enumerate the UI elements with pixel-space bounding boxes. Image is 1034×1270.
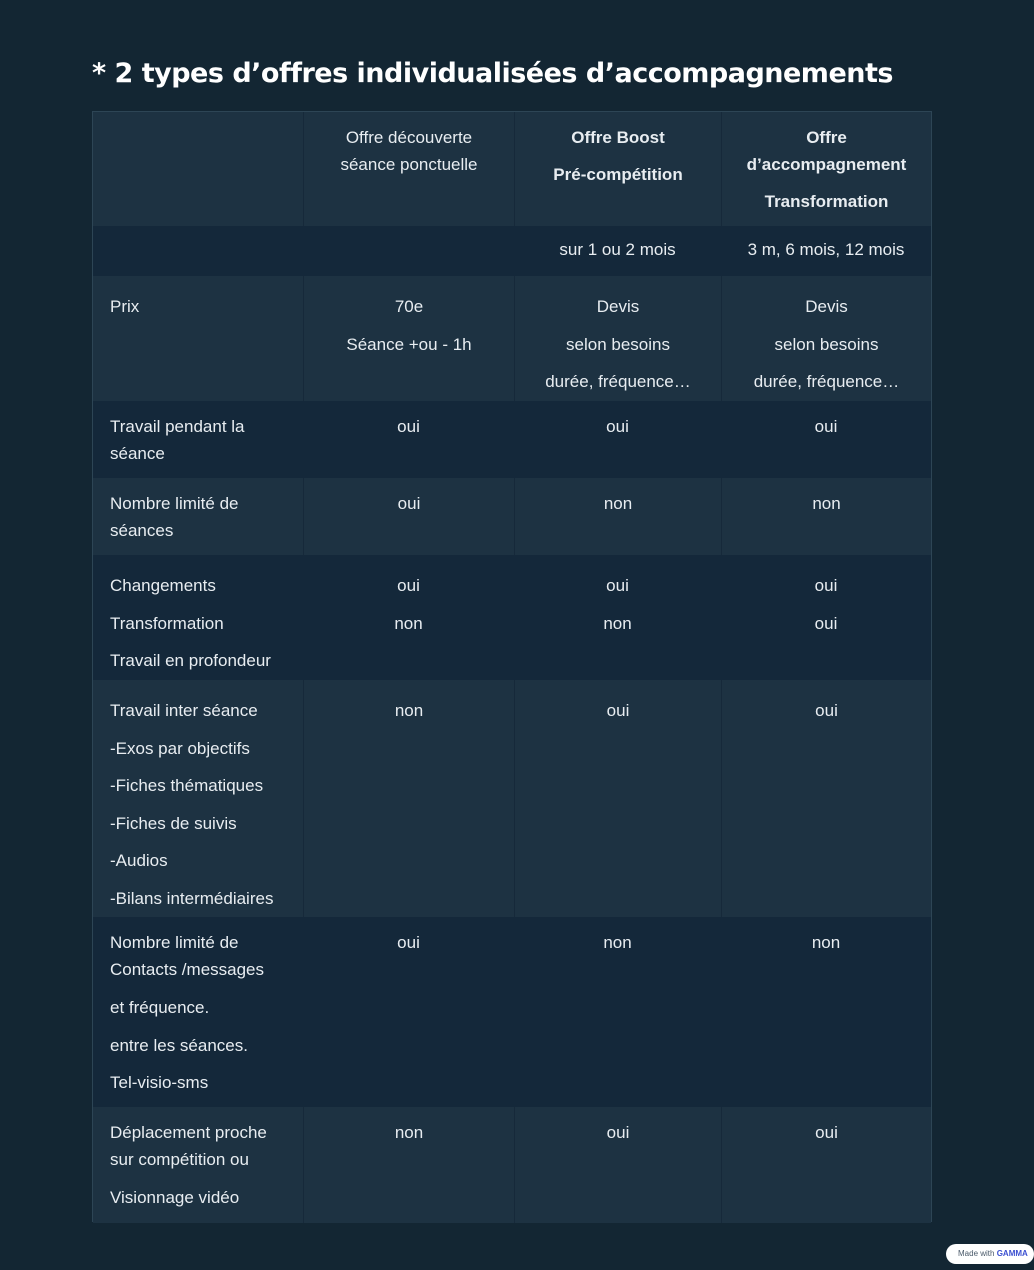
table-header-row xyxy=(93,112,931,226)
header-offre-accompagnement: Offre d’accompagnement Transformation xyxy=(721,112,931,226)
prix-boost: Devis selon besoins durée, fréquence… xyxy=(514,276,721,401)
changements-label: Changements Transformation Travail en profondeur xyxy=(110,576,271,670)
travail-seance-label: Travail pendant la séance xyxy=(110,417,245,463)
made-with-gamma-badge[interactable]: Made with GAMMA xyxy=(946,1244,1034,1264)
table-row-nombre-seances: Nombre limité de séances oui non non xyxy=(93,478,931,555)
prix-decouverte: 70e Séance +ou - 1h xyxy=(303,276,514,401)
prix-transformation: Devis selon besoins durée, fréquence… xyxy=(721,276,931,401)
table-row-inter-seance: Travail inter séance -Exos par objectifs -Fiches thématiques -Fiches de suivis -Audios -Bilans intermédiaires non oui oui xyxy=(93,680,931,917)
table-row-deplacement: Déplacement proche sur compétition ou Visionnage vidéo non oui oui xyxy=(93,1107,931,1223)
nombre-seances-label: Nombre limité de séances xyxy=(110,494,239,540)
contacts-label: Nombre limité de Contacts /messages et fréquence. entre les séances. Tel-visio-sms xyxy=(110,933,265,1092)
offers-table xyxy=(92,111,932,1222)
prix-label: Prix xyxy=(110,297,140,316)
header-offre-decouverte: Offre découverte séance ponctuelle xyxy=(303,112,514,226)
table-row-duration xyxy=(93,226,931,276)
table-row-prix xyxy=(93,276,931,401)
inter-seance-label: Travail inter séance -Exos par objectifs -Fiches thématiques -Fiches de suivis -Audios -Bilans intermédiaires xyxy=(110,701,274,908)
table-row-contacts: Nombre limité de Contacts /messages et fréquence. entre les séances. Tel-visio-sms oui non non xyxy=(93,917,931,1107)
duration-transformation: 3 m, 6 mois, 12 mois xyxy=(747,240,905,259)
page-title: * 2 types d’offres individualisées d’accompagnements xyxy=(92,58,893,90)
header-empty-cell xyxy=(93,112,303,226)
table-row-travail-seance: Travail pendant la séance oui oui oui xyxy=(93,401,931,478)
header-offre-boost: Offre Boost Pré-compétition xyxy=(514,112,721,226)
table-row-changements: Changements Transformation Travail en profondeur oui non oui non oui oui xyxy=(93,555,931,680)
deplacement-label: Déplacement proche sur compétition ou Visionnage vidéo xyxy=(110,1123,267,1207)
duration-boost: sur 1 ou 2 mois xyxy=(559,240,676,259)
